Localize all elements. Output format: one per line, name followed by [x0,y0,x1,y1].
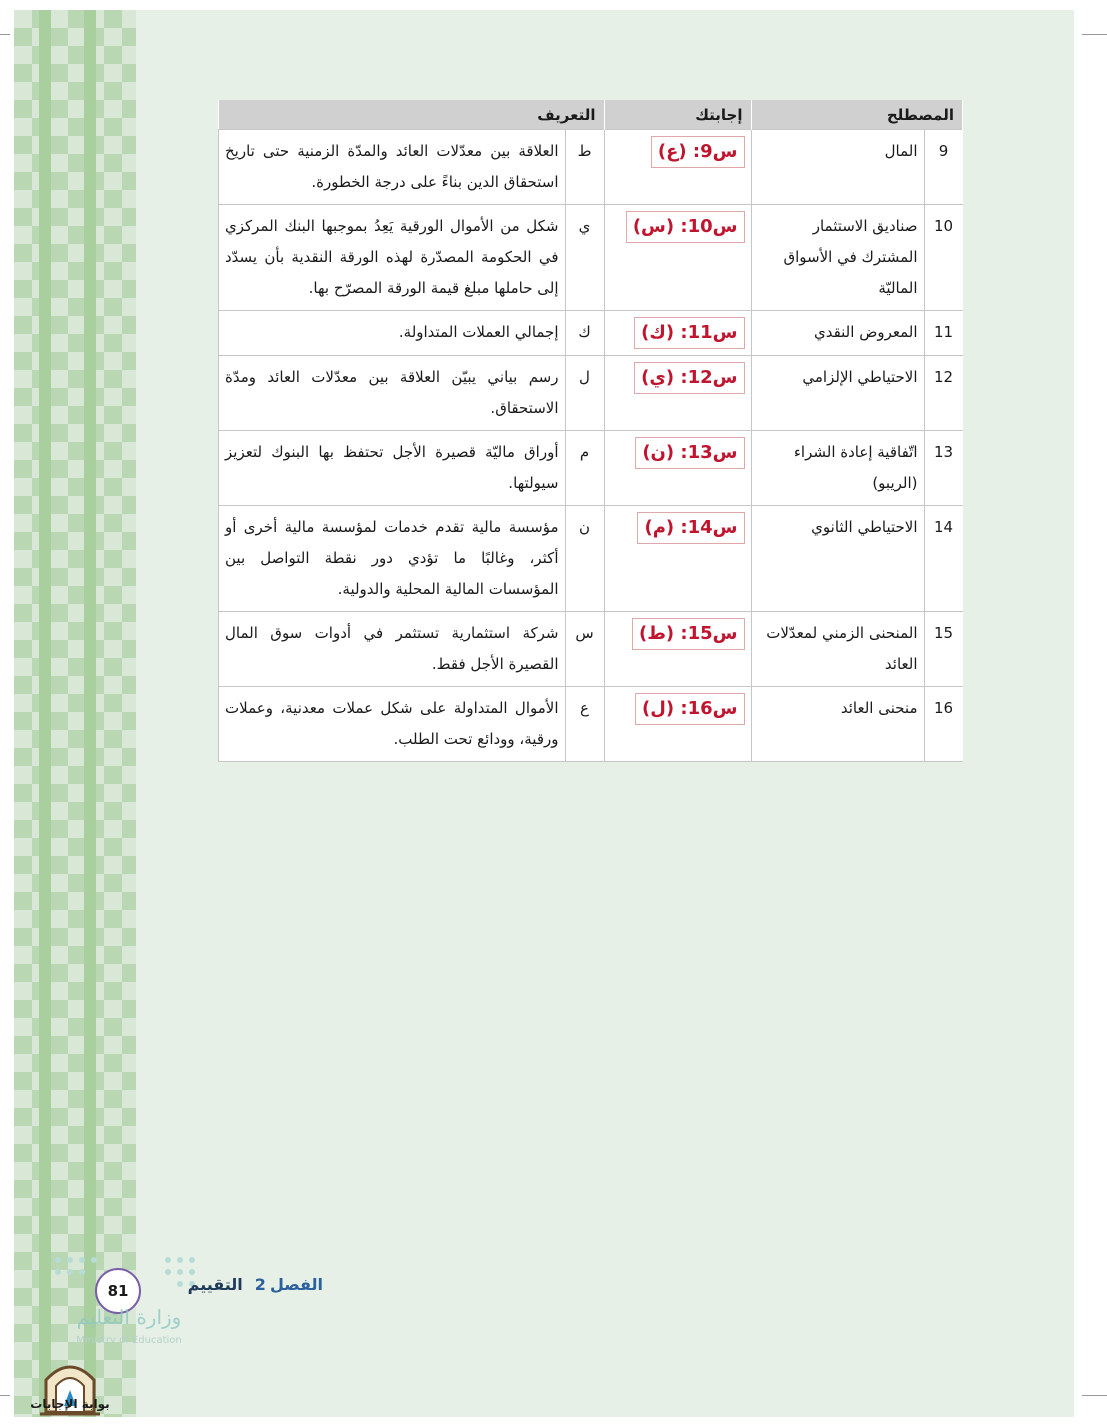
term-cell: الاحتياطي الإلزامي [751,356,924,431]
answer-cell [604,130,751,205]
gate-label: بوابة الإجابات [30,1397,110,1411]
answer-box: س12: (ي) [634,362,744,394]
term-cell: المال [751,130,924,205]
answer-cell [604,205,751,311]
answer-box: س13: (ن) [635,437,744,469]
answer-box: س10: (س) [626,211,745,243]
header-definition: التعريف [219,100,605,130]
answer-cell [604,356,751,431]
decorative-strip [14,10,136,1417]
letter-cell: ط [565,130,604,205]
chapter-word: الفصل [269,1275,323,1294]
definition-cell: رسم بياني يبيّن العلاقة بين معدّلات العائد ومدّة الاستحقاق. [219,356,566,431]
terms-table [218,100,963,762]
table-row [219,612,963,687]
answer-box: س11: (ك) [634,317,744,349]
definition-cell: الأموال المتداولة على شكل عملات معدنية، وعملات ورقية، وودائع تحت الطلب. [219,687,566,762]
answer-cell [604,431,751,506]
decorative-bar [84,10,96,1417]
ministry-logo-text: وزارة التعليم [76,1305,182,1329]
answer-cell [604,311,751,356]
header-term: المصطلح [751,100,963,130]
table-row [219,356,963,431]
table-row [219,431,963,506]
table-row [219,506,963,612]
answer-box: س16: (ل) [635,693,744,725]
answer-cell [604,612,751,687]
term-cell: المنحنى الزمني لمعدّلات العائد [751,612,924,687]
row-number: 11 [924,311,963,356]
ministry-logo-english: Ministry of Education [76,1335,182,1346]
table-row [219,311,963,356]
letter-cell: ي [565,205,604,311]
term-cell: منحنى العائد [751,687,924,762]
definition-cell: شكل من الأموال الورقية يَعِدُ بموجبها البنك المركزي في الحكومة المصدّرة لهذه الورقة النقدية بأن يسدّد إلى حاملها مبلغ قيمة الورقة المصرّح بها. [219,205,566,311]
letter-cell: ن [565,506,604,612]
chapter-footer [188,1275,323,1294]
row-number: 12 [924,356,963,431]
decorative-bar [39,10,51,1417]
table-row [219,687,963,762]
answer-cell [604,506,751,612]
letter-cell: ك [565,311,604,356]
definition-cell: إجمالي العملات المتداولة. [219,311,566,356]
term-cell: صناديق الاستثمار المشترك في الأسواق الماليّة [751,205,924,311]
header-answer: إجابتك [604,100,751,130]
table-header [219,100,963,130]
row-number: 13 [924,431,963,506]
row-number: 9 [924,130,963,205]
definition-cell: مؤسسة مالية تقدم خدمات لمؤسسة مالية أخرى أو أكثر، وغالبًا ما تؤدي دور نقطة التواصل بين المؤسسات المالية المحلية والدولية. [219,506,566,612]
letter-cell: م [565,431,604,506]
letter-cell: ع [565,687,604,762]
row-number: 15 [924,612,963,687]
definition-cell: أوراق ماليّة قصيرة الأجل تحتفظ بها البنوك لتعزيز سيولتها. [219,431,566,506]
term-cell: الاحتياطي الثانوي [751,506,924,612]
answer-box: س15: (ط) [632,618,745,650]
table-row [219,205,963,311]
definition-cell: شركة استثمارية تستثمر في أدوات سوق المال القصيرة الأجل فقط. [219,612,566,687]
answer-box: س14: (م) [637,512,744,544]
letter-cell: ل [565,356,604,431]
section-name: التقييم [187,1275,243,1294]
page-number: 81 [95,1268,141,1314]
row-number: 16 [924,687,963,762]
row-number: 10 [924,205,963,311]
table-row [219,130,963,205]
definition-cell: العلاقة بين معدّلات العائد والمدّة الزمنية حتى تاريخ استحقاق الدين بناءً على درجة الخطورة. [219,130,566,205]
letter-cell: س [565,612,604,687]
term-cell: اتّفاقية إعادة الشراء (الريبو) [751,431,924,506]
answer-box: س9: (ع) [651,136,745,168]
row-number: 14 [924,506,963,612]
chapter-number: 2 [254,1275,266,1294]
term-cell: المعروض النقدي [751,311,924,356]
answer-cell [604,687,751,762]
